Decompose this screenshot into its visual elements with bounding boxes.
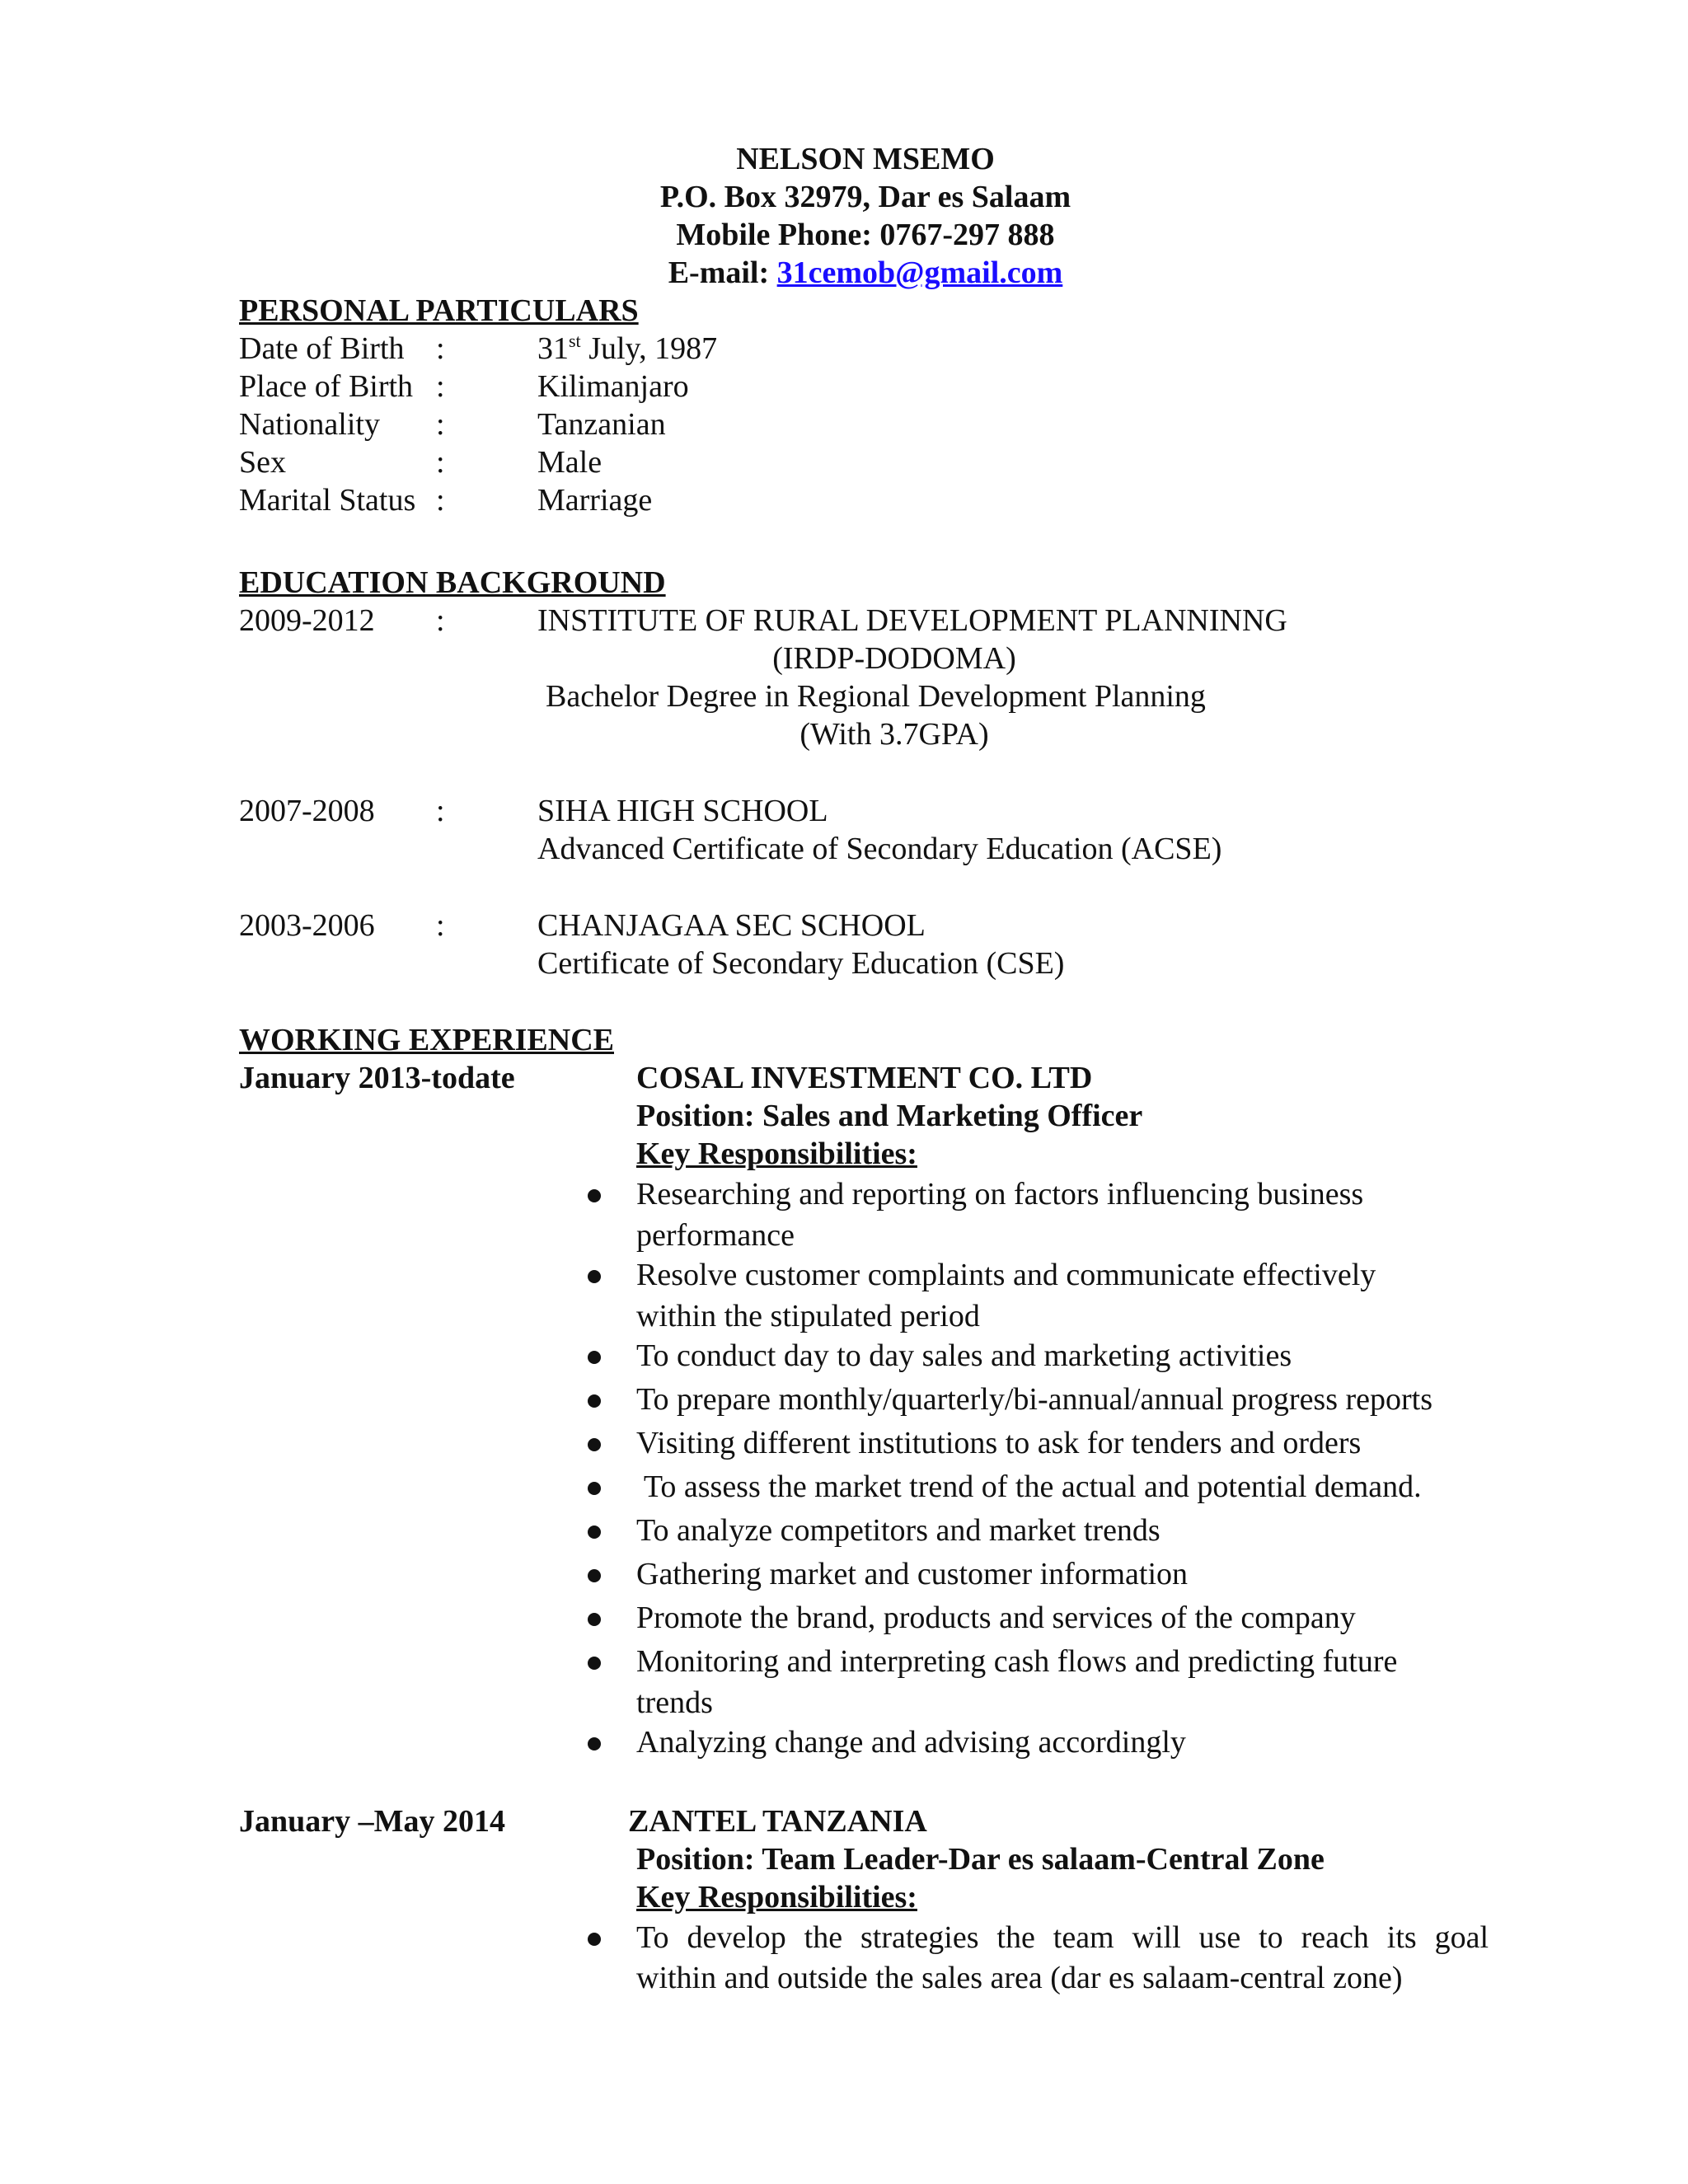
bullet-icon: [588, 1270, 601, 1283]
separator: :: [436, 445, 445, 480]
certificate: Certificate of Secondary Education (CSE): [537, 946, 1065, 981]
responsibility-item: Monitoring and interpreting cash flows and predicting future: [636, 1644, 1398, 1679]
responsibility-item: Promote the brand, products and services of the company: [636, 1601, 1356, 1635]
bullet-icon: [588, 1526, 601, 1539]
bullet-icon: [588, 1933, 601, 1946]
nationality-label: Nationality: [239, 407, 380, 442]
responsibility-item-cont: performance: [636, 1218, 795, 1253]
pob-label: Place of Birth: [239, 369, 414, 404]
degree: Bachelor Degree in Regional Development Planning: [546, 679, 1206, 714]
dob-day: 31: [537, 331, 569, 366]
email-link[interactable]: 31cemob@gmail.com: [776, 255, 1063, 290]
education-years: 2003-2006: [239, 908, 375, 943]
bullet-icon: [588, 1657, 601, 1670]
separator: :: [436, 794, 445, 828]
responsibility-item: Analyzing change and advising accordingly: [636, 1725, 1186, 1760]
education-years: 2007-2008: [239, 794, 375, 828]
education-heading: EDUCATION BACKGROUND: [239, 565, 666, 600]
responsibility-item: Resolve customer complaints and communicate effectively: [636, 1258, 1376, 1292]
bullet-icon: [588, 1438, 601, 1451]
marital-label: Marital Status: [239, 483, 416, 518]
bullet-icon: [588, 1482, 601, 1495]
dob-label: Date of Birth: [239, 331, 405, 366]
company-name: ZANTEL TANZANIA: [628, 1804, 927, 1839]
separator: :: [436, 331, 445, 366]
separator: :: [436, 483, 445, 518]
separator: :: [436, 908, 445, 943]
gpa: (With 3.7GPA): [799, 717, 989, 752]
responsibility-item: Gathering market and customer information: [636, 1557, 1189, 1591]
job-period: January –May 2014: [239, 1804, 505, 1839]
nationality-value: Tanzanian: [537, 407, 666, 442]
school-name: SIHA HIGH SCHOOL: [537, 794, 828, 828]
key-responsibilities-heading: Key Responsibilities:: [636, 1880, 917, 1915]
postal-address: P.O. Box 32979, Dar es Salaam: [659, 180, 1071, 214]
responsibility-item: To assess the market trend of the actual and potential demand.: [636, 1469, 1422, 1504]
bullet-icon: [588, 1569, 601, 1582]
bullet-icon: [588, 1394, 601, 1408]
bullet-icon: [588, 1189, 601, 1202]
job-period: January 2013-todate: [239, 1061, 515, 1095]
marital-value: Marriage: [537, 483, 653, 518]
bullet-icon: [588, 1737, 601, 1750]
working-experience-heading: WORKING EXPERIENCE: [239, 1023, 614, 1057]
bullet-icon: [588, 1351, 601, 1364]
responsibility-item-cont: within the stipulated period: [636, 1299, 980, 1333]
mobile-phone: Mobile Phone: 0767-297 888: [676, 218, 1055, 252]
education-years: 2009-2012: [239, 603, 375, 638]
separator: :: [436, 369, 445, 404]
dob-month-year: July, 1987: [580, 331, 718, 366]
separator: :: [436, 603, 445, 638]
email-label: E-mail:: [668, 255, 777, 290]
responsibility-item-cont: within and outside the sales area (dar es salaam-central zone): [636, 1961, 1403, 1995]
institution-name: INSTITUTE OF RURAL DEVELOPMENT PLANNINNG: [537, 603, 1287, 638]
responsibility-item: To analyze competitors and market trends: [636, 1513, 1160, 1548]
certificate: Advanced Certificate of Secondary Education (ACSE): [537, 832, 1222, 866]
dob-value: [537, 330, 718, 366]
school-name: CHANJAGAA SEC SCHOOL: [537, 908, 926, 943]
email-line: [0, 257, 1688, 288]
responsibility-item: To conduct day to day sales and marketing activities: [636, 1338, 1292, 1373]
bullet-icon: [588, 1613, 601, 1626]
job-position: Position: Team Leader-Dar es salaam-Central Zone: [636, 1842, 1325, 1877]
responsibility-item: To prepare monthly/quarterly/bi-annual/annual progress reports: [636, 1382, 1433, 1417]
sex-value: Male: [537, 445, 603, 480]
separator: :: [436, 407, 445, 442]
responsibility-item: Visiting different institutions to ask for tenders and orders: [636, 1426, 1362, 1460]
applicant-name: NELSON MSEMO: [736, 142, 995, 176]
pob-value: Kilimanjaro: [537, 369, 689, 404]
responsibility-item: Researching and reporting on factors influencing business: [636, 1177, 1364, 1212]
responsibility-item-cont: trends: [636, 1685, 713, 1720]
company-name: COSAL INVESTMENT CO. LTD: [636, 1061, 1093, 1095]
responsibility-item: To develop the strategies the team will use to reach its goal: [636, 1920, 1489, 1955]
sex-label: Sex: [239, 445, 286, 480]
personal-particulars-heading: PERSONAL PARTICULARS: [239, 293, 639, 328]
key-responsibilities-heading: Key Responsibilities:: [636, 1137, 917, 1171]
institution-abbrev: (IRDP-DODOMA): [772, 641, 1016, 676]
job-position: Position: Sales and Marketing Officer: [636, 1099, 1143, 1133]
dob-suffix: st: [569, 330, 581, 351]
